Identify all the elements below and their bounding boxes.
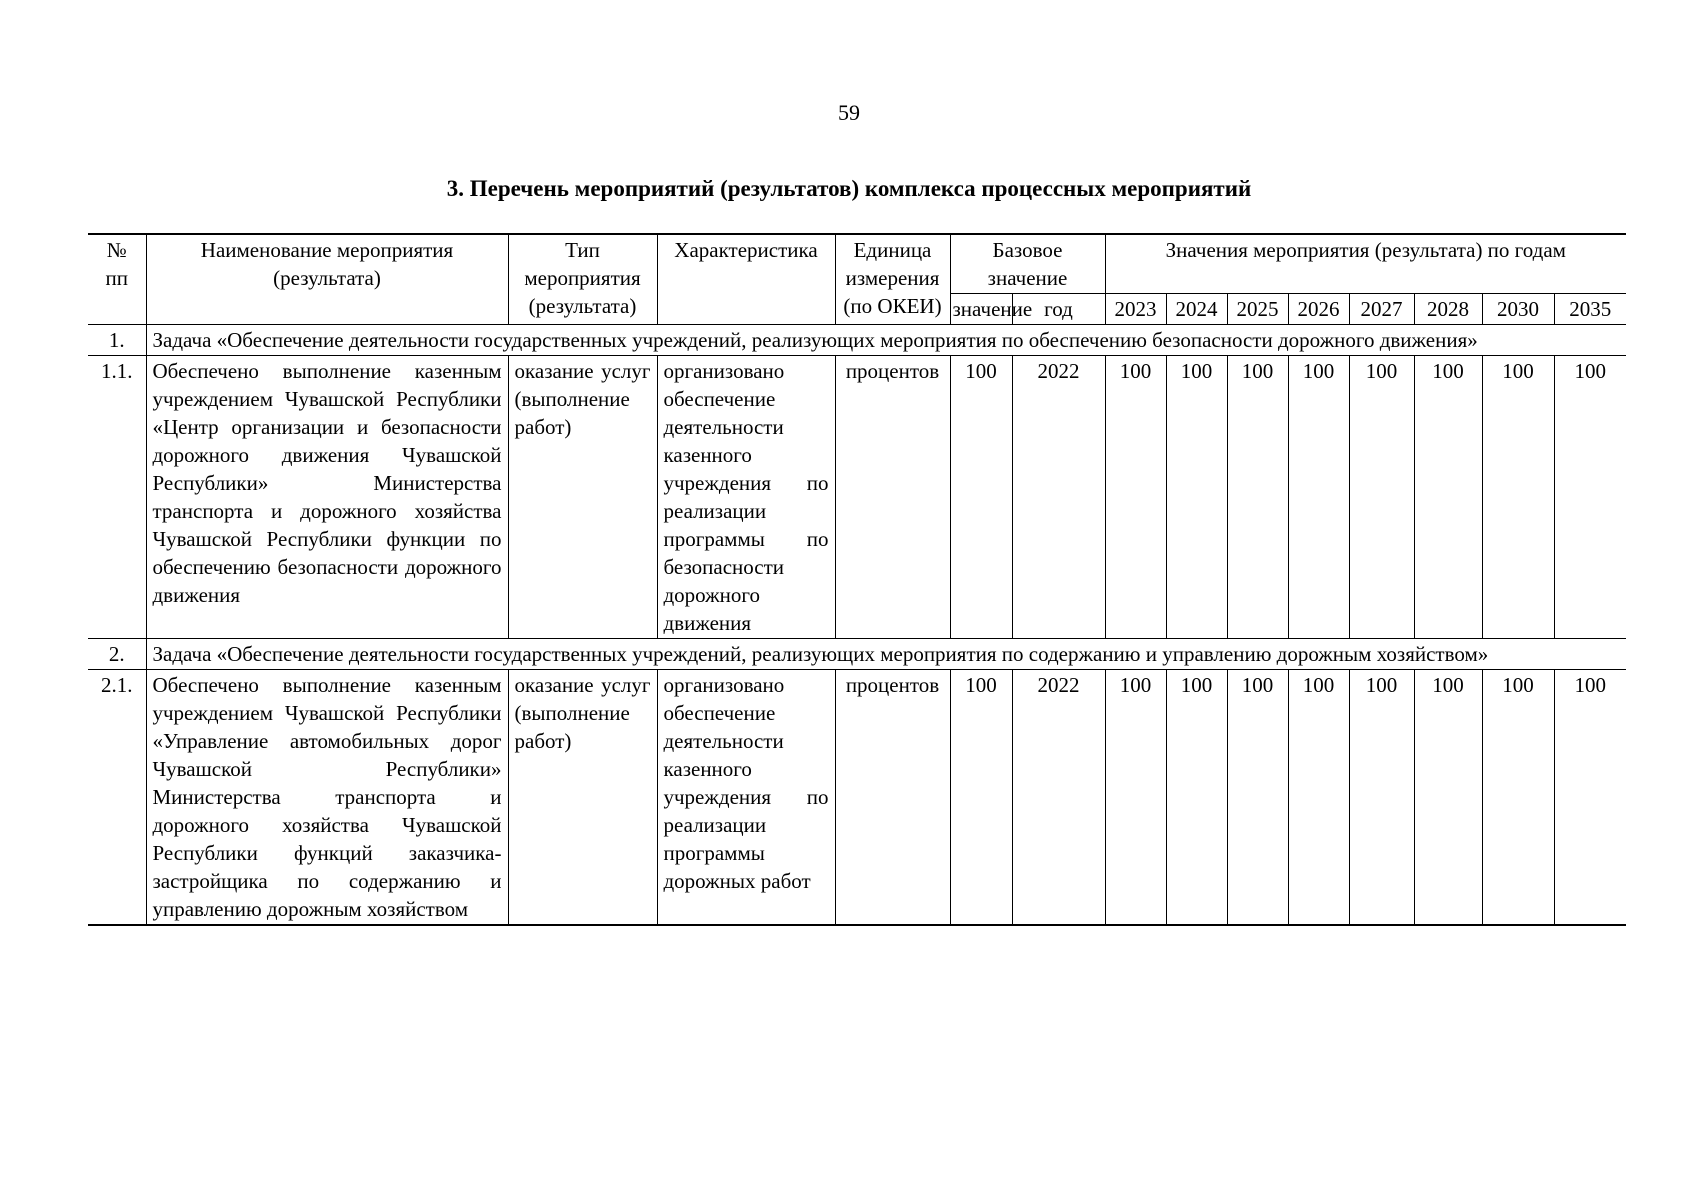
task-text: Задача «Обеспечение деятельности государственных учреждений, реализующих мероприятия по содержанию и управлению дорожным хозяйством» — [146, 639, 1626, 670]
header-year: 2035 — [1554, 294, 1626, 325]
year-value: 100 — [1288, 670, 1349, 926]
base-value: 100 — [950, 356, 1012, 639]
table-row — [88, 356, 1626, 639]
base-value: 100 — [950, 670, 1012, 926]
year-value: 100 — [1166, 356, 1227, 639]
header-years-group: Значения мероприятия (результата) по годам — [1105, 234, 1626, 294]
year-value: 100 — [1105, 356, 1166, 639]
measure-name: Обеспечено выполнение казенным учреждением Чувашской Республики «Центр организации и безопасности дорожного движения Чувашской Республики» Министерства транспорта и дорожного хозяйства Чувашской Республики функции по обеспечению безопасности дорожного движения — [146, 356, 508, 639]
header-num: № пп — [88, 234, 146, 325]
measure-name: Обеспечено выполнение казенным учреждением Чувашской Республики «Управление автомобильных дорог Чувашской Республики» Министерства транспорта и дорожного хозяйства Чувашской Республики функций заказчика-застройщика по содержанию и управлению дорожным хозяйством — [146, 670, 508, 926]
header-year: 2027 — [1349, 294, 1414, 325]
measure-type: оказание услуг (выполнение работ) — [508, 356, 657, 639]
row-number: 1.1. — [88, 356, 146, 639]
task-text: Задача «Обеспечение деятельности государственных учреждений, реализующих мероприятия по обеспечению безопасности дорожного движения» — [146, 325, 1626, 356]
year-value: 100 — [1414, 356, 1482, 639]
year-value: 100 — [1105, 670, 1166, 926]
measure-unit: процентов — [835, 356, 950, 639]
year-value: 100 — [1414, 670, 1482, 926]
header-name: Наименование мероприятия (результата) — [146, 234, 508, 325]
measures-table — [88, 233, 1626, 926]
task-number: 1. — [88, 325, 146, 356]
year-value: 100 — [1349, 356, 1414, 639]
task-row — [88, 639, 1626, 670]
section-title: 3. Перечень мероприятий (результатов) комплекса процессных мероприятий — [446, 176, 1252, 201]
page-number: 59 — [838, 100, 860, 125]
year-value: 100 — [1349, 670, 1414, 926]
header-type: Тип мероприятия (результата) — [508, 234, 657, 325]
header-year: 2028 — [1414, 294, 1482, 325]
header-unit: Единица измерения (по ОКЕИ) — [835, 234, 950, 325]
header-year: 2026 — [1288, 294, 1349, 325]
row-number: 2.1. — [88, 670, 146, 926]
measure-unit: процентов — [835, 670, 950, 926]
year-value: 100 — [1166, 670, 1227, 926]
header-year: 2030 — [1482, 294, 1554, 325]
measure-characteristic: организовано обеспечение деятельности казенного учреждения по реализации программы по безопасности дорожного движения — [657, 356, 835, 639]
measure-characteristic: организовано обеспечение деятельности казенного учреждения по реализации программы дорожных работ — [657, 670, 835, 926]
task-row — [88, 325, 1626, 356]
year-value: 100 — [1554, 670, 1626, 926]
measure-type: оказание услуг (выполнение работ) — [508, 670, 657, 926]
header-row — [88, 234, 1626, 294]
header-year: 2025 — [1227, 294, 1288, 325]
header-year: 2023 — [1105, 294, 1166, 325]
task-number: 2. — [88, 639, 146, 670]
header-characteristic: Характеристика — [657, 234, 835, 325]
table-row — [88, 670, 1626, 926]
year-value: 100 — [1482, 670, 1554, 926]
year-value: 100 — [1227, 670, 1288, 926]
year-value: 100 — [1482, 356, 1554, 639]
base-year: 2022 — [1012, 356, 1105, 639]
year-value: 100 — [1288, 356, 1349, 639]
header-base-year: год — [1012, 294, 1105, 325]
year-value: 100 — [1227, 356, 1288, 639]
header-base: Базовое значение — [950, 234, 1105, 294]
header-year: 2024 — [1166, 294, 1227, 325]
base-year: 2022 — [1012, 670, 1105, 926]
year-value: 100 — [1554, 356, 1626, 639]
header-base-value: значение — [950, 294, 1012, 325]
